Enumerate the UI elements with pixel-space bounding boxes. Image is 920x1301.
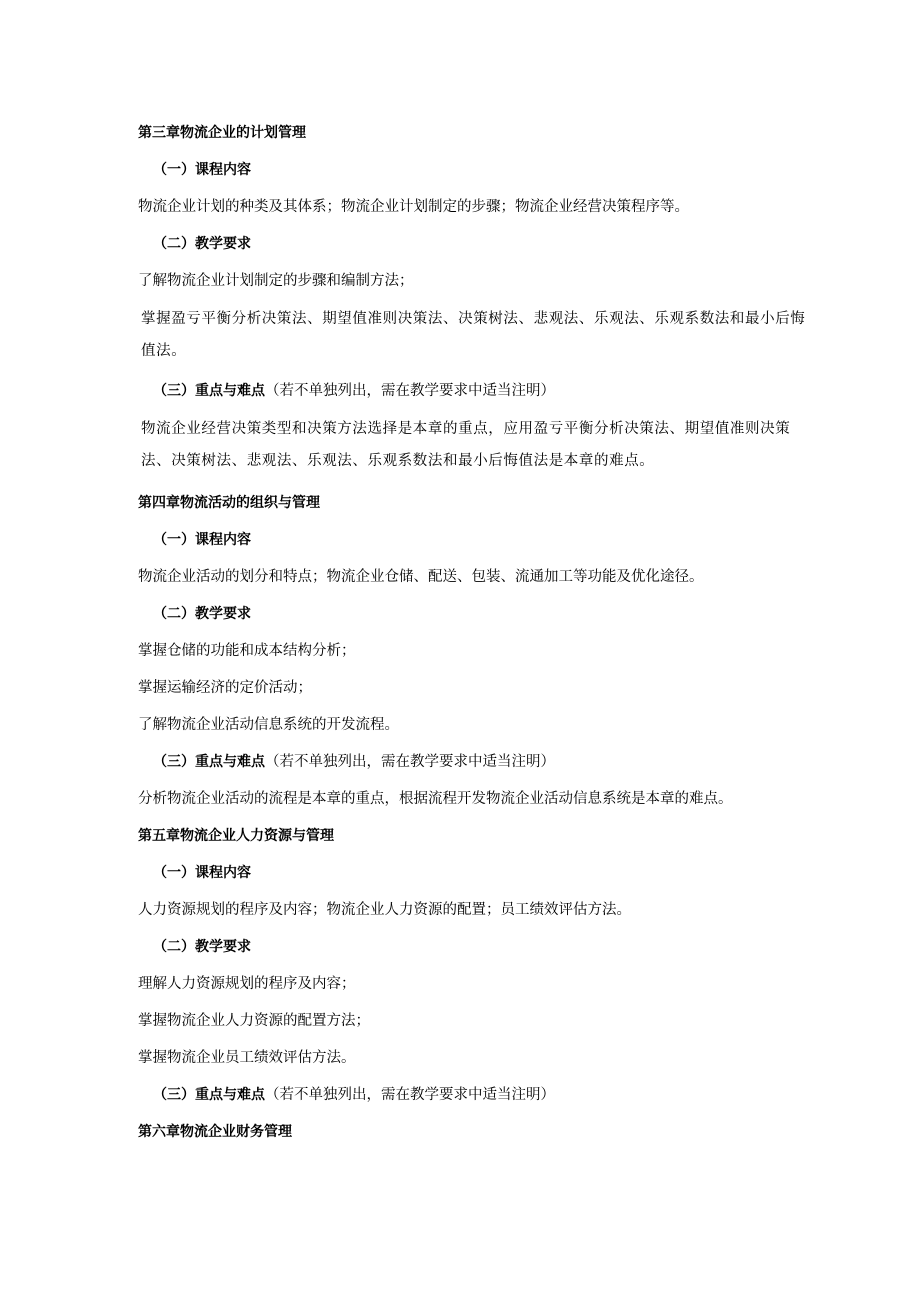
section-heading <box>153 1085 555 1105</box>
section-label: （二）教学要求 <box>153 939 251 955</box>
section-note: （若不单独列出，需在教学要求中适当注明） <box>265 1087 555 1103</box>
section-heading <box>153 752 555 772</box>
requirement-item: 掌握盈亏平衡分析决策法、期望值准则决策法、决策树法、悲观法、乐观法、乐观系数法和最小后悔值法。 <box>141 311 806 359</box>
chapter-title: 第四章物流活动的组织与管理 <box>138 495 320 511</box>
course-content: 人力资源规划的程序及内容；物流企业人力资源的配置；员工绩效评估方法。 <box>138 902 631 918</box>
key-points-text: 分析物流企业活动的流程是本章的重点，根据流程开发物流企业活动信息系统是本章的难点。 <box>138 791 733 807</box>
chapter-title: 第五章物流企业人力资源与管理 <box>138 828 334 844</box>
section-note: （若不单独列出，需在教学要求中适当注明） <box>265 383 555 399</box>
requirement-item: 掌握物流企业员工绩效评估方法。 <box>138 1050 356 1066</box>
requirement-item: 了解物流企业计划制定的步骤和编制方法； <box>138 273 414 289</box>
section-label: （三）重点与难点 <box>153 754 265 770</box>
section-label: （一）课程内容 <box>153 865 251 881</box>
section-label: （三）重点与难点 <box>153 1087 265 1103</box>
requirement-item: 掌握运输经济的定价活动； <box>138 680 312 696</box>
section-label: （一）课程内容 <box>153 162 251 178</box>
chapter-title: 第六章物流企业财务管理 <box>138 1124 292 1140</box>
section-heading <box>153 234 251 254</box>
chapter-title: 第三章物流企业的计划管理 <box>138 125 306 141</box>
section-heading <box>153 604 251 624</box>
section-heading <box>153 160 251 180</box>
requirement-item: 理解人力资源规划的程序及内容； <box>138 976 356 992</box>
course-content: 物流企业计划的种类及其体系；物流企业计划制定的步骤；物流企业经营决策程序等。 <box>138 199 689 215</box>
section-heading <box>153 937 251 957</box>
requirement-item: 掌握仓储的功能和成本结构分析； <box>138 643 356 659</box>
section-heading <box>153 863 251 883</box>
section-note: （若不单独列出，需在教学要求中适当注明） <box>265 754 555 770</box>
section-heading <box>153 381 555 401</box>
section-heading <box>153 530 251 550</box>
requirement-item: 了解物流企业活动信息系统的开发流程。 <box>138 717 399 733</box>
section-label: （一）课程内容 <box>153 532 251 548</box>
key-points-text: 物流企业经营决策类型和决策方法选择是本章的重点，应用盈亏平衡分析决策法、期望值准则决策法、决策树法、悲观法、乐观法、乐观系数法和最小后悔值法是本章的难点。 <box>141 421 791 469</box>
section-label: （二）教学要求 <box>153 236 251 252</box>
section-label: （二）教学要求 <box>153 606 251 622</box>
requirement-item: 掌握物流企业人力资源的配置方法； <box>138 1013 370 1029</box>
section-label: （三）重点与难点 <box>153 383 265 399</box>
course-content: 物流企业活动的划分和特点；物流企业仓储、配送、包装、流通加工等功能及优化途径。 <box>138 569 704 585</box>
